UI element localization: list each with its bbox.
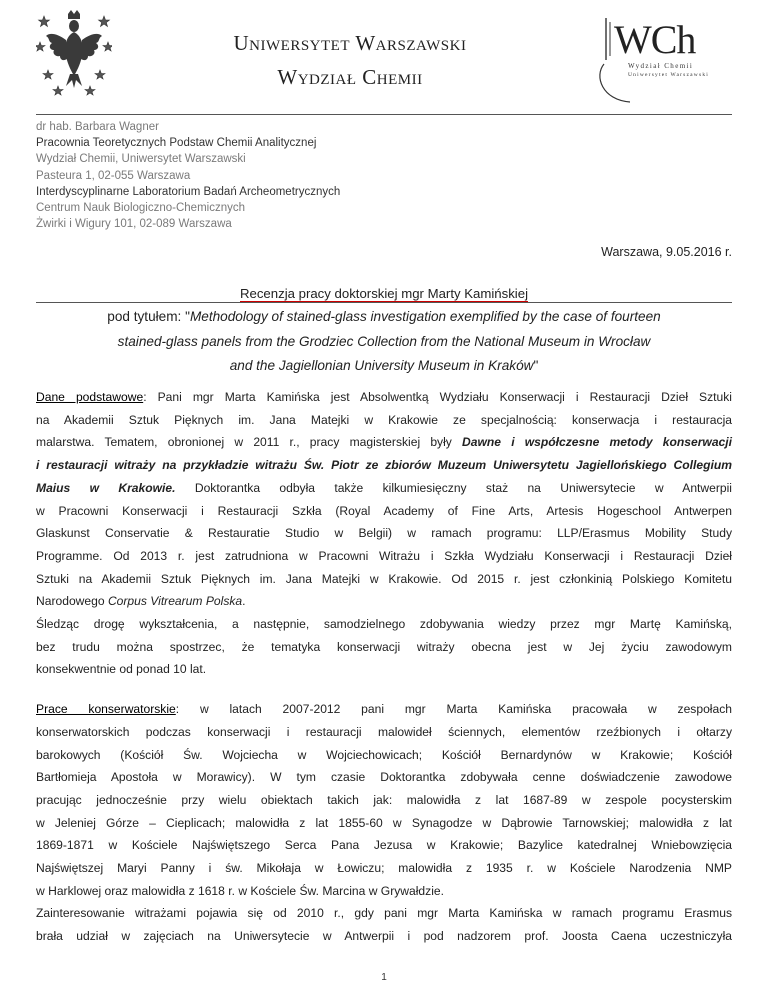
paragraph-line: Bartłomieja Apostoła w Morawicy). W tym czasie Doktorantka zdobywała cenne doświadczenie zawodowe (36, 770, 732, 785)
section-heading-conservation-works: Prace konserwatorskie (36, 702, 176, 717)
faculty-name: Wydział Chemii (277, 65, 423, 89)
sender-name: dr hab. Barbara Wagner (36, 121, 159, 133)
review-body (36, 386, 732, 948)
paragraph-line: Śledząc drogę wykształcenia, a następnie, samodzielnego zdobywania wiedzy przez mgr Martę Kamińską, (36, 617, 732, 632)
paragraph-line: Sztuki na Akademii Sztuk Pięknych im. Jana Matejki w Krakowie. Od 2015 r. jest członkinią Polskiego Komitetu (36, 571, 732, 586)
title-divider (36, 302, 732, 303)
thesis-title-suffix: " (533, 358, 539, 374)
sender-block (36, 119, 340, 232)
paragraph-line: Prace konserwatorskie: w latach 2007-2012 pani mgr Marta Kamińska pracowała w zespołach (36, 702, 732, 717)
paragraph-line: Maius w Krakowie. Doktorantka odbyła także kilkumiesięczny staż na Uniwersytecie w Antwerpii (36, 480, 732, 495)
paragraph-line: brała udział w zajęciach na Uniwersytecie w Antwerpii i pod nadzorem prof. Joosta Caena uczestniczyła (36, 929, 732, 944)
paragraph-line: w Pracowni Konserwacji i Restauracji Szkła (Royal Academy of Fine Arts, Artesis Hogeschool Antwerpen (36, 503, 732, 518)
paragraph-line: Glaskunst Conservatie & Restauratie Studio w Belgii) w ramach programu: LLP/Erasmus Mobility Study (36, 526, 732, 541)
review-title (0, 286, 768, 301)
university-header (150, 30, 550, 90)
university-eagle-emblem (36, 10, 112, 96)
paragraph-line: konserwatorskich podczas konserwacji i restauracji malowideł ściennych, elementów rzeźbionych i ołtarzy (36, 724, 732, 739)
paragraph-line: barokowych (Kościół Św. Wojciecha w Wojciechowicach; Kościół Bernardynów w Krakowie; Kościół (36, 747, 732, 762)
letter-date: Warszawa, 9.05.2016 r. (601, 245, 732, 259)
sender-address-2-line-1: Centrum Nauk Biologiczno-Chemicznych (36, 202, 245, 215)
section-heading-basic-data: Dane podstawowe (36, 390, 144, 404)
paragraph-line: w Harklowej oraz malowidła z 1618 r. w Kościele Św. Marcina w Grywałdzie. (36, 883, 444, 898)
thesis-title (36, 305, 732, 379)
paragraph-line: w Jeleniej Górze – Cieplicach; malowidła z lat 1855-60 w Synagodze w Dąbrowie Tarnowskiej; malowidła z lat (36, 815, 732, 830)
paragraph-line: konsekwentnie od ponad 10 lat. (36, 662, 207, 677)
paragraph-line: Dane podstawowe: Pani mgr Marta Kamińska jest Absolwentką Wydziału Konserwacji i Restauracji Dzieł Sztuki (36, 390, 732, 404)
paragraph-line: Zainteresowanie witrażami pojawia się od 2010 r., gdy pani mgr Marta Kamińska w ramach programu Erasmus (36, 906, 732, 921)
corpus-vitrearum-name: Corpus Vitrearum Polska (107, 594, 243, 609)
paragraph-line: 1869-1871 w Kościele Najświętszego Serca Pana Jezusa w Krakowie; Bazylice katedralnej Wniebowzięcia (36, 838, 732, 853)
header-divider (36, 114, 732, 115)
faculty-logo (592, 16, 732, 106)
paragraph-line: i restauracji witraży na przykładzie witrażu Św. Piotr ze zbiorów Muzeum Uniwersytetu Jagiellońskiego Collegium (36, 458, 732, 473)
paragraph-line: na Akademii Sztuk Pięknych im. Jana Matejki w Krakowie ze specjalnością: konserwacja i restauracja (36, 412, 732, 427)
university-name: Uniwersytet Warszawski (233, 31, 467, 55)
paragraph-line: Programme. Od 2013 r. jest zatrudniona w Pracowni Witrażu i Szkła Wydziału Konserwacji i Restauracji Dzieł (36, 548, 732, 563)
thesis-master-title-part-1: Dawne i współczesne metody konserwacji (462, 435, 732, 450)
thesis-title-line-3: and the Jagiellonian University Museum in Kraków (229, 358, 534, 374)
sender-address-1-line-1: Wydział Chemii, Uniwersytet Warszawski (36, 153, 246, 166)
thesis-title-line-2: stained-glass panels from the Grodziec Collection from the National Museum in Wrocław (117, 333, 651, 349)
sender-lab-2: Interdyscyplinarne Laboratorium Badań Archeometrycznych (36, 185, 341, 198)
paragraph-line: Najświętszej Maryi Panny i św. Mikołaja w Łowiczu; malowidła z 1935 r. w Kościele Narodzenia NMP (36, 861, 732, 876)
logo-subtitle-faculty: Wydział Chemii (628, 62, 694, 70)
page-number: 1 (381, 972, 387, 983)
sender-lab-1: Pracownia Teoretycznych Podstaw Chemii Analitycznej (36, 137, 317, 150)
logo-subtitle-university: Uniwersytet Warszawski (628, 72, 709, 78)
paragraph-line: Narodowego Corpus Vitrearum Polska. (36, 594, 246, 609)
thesis-title-prefix: pod tytułem: " (107, 309, 190, 324)
sender-address-1-line-2: Pasteura 1, 02-055 Warszawa (36, 169, 191, 182)
logo-text: WCh (614, 17, 696, 62)
thesis-title-line-1: Methodology of stained-glass investigation exemplified by the case of fourteen (189, 309, 661, 324)
paragraph-line: malarstwa. Tematem, obronionej w 2011 r., pracy magisterskiej były Dawne i współczesne metody konserwacji (36, 435, 732, 450)
paragraph-line: pracując jednocześnie przy wielu obiektach takich jak: malowidła z lat 1687-89 w zespole pocysterskim (36, 792, 732, 807)
review-title-text: Recenzja pracy doktorskiej mgr Marty Kamińskiej (239, 286, 529, 301)
sender-address-2-line-2: Żwirki i Wigury 101, 02-089 Warszawa (36, 218, 232, 231)
paragraph-line: bez trudu można spostrzec, że tematyka konserwacji witraży obecna jest w Jej życiu zawodowym (36, 639, 732, 654)
